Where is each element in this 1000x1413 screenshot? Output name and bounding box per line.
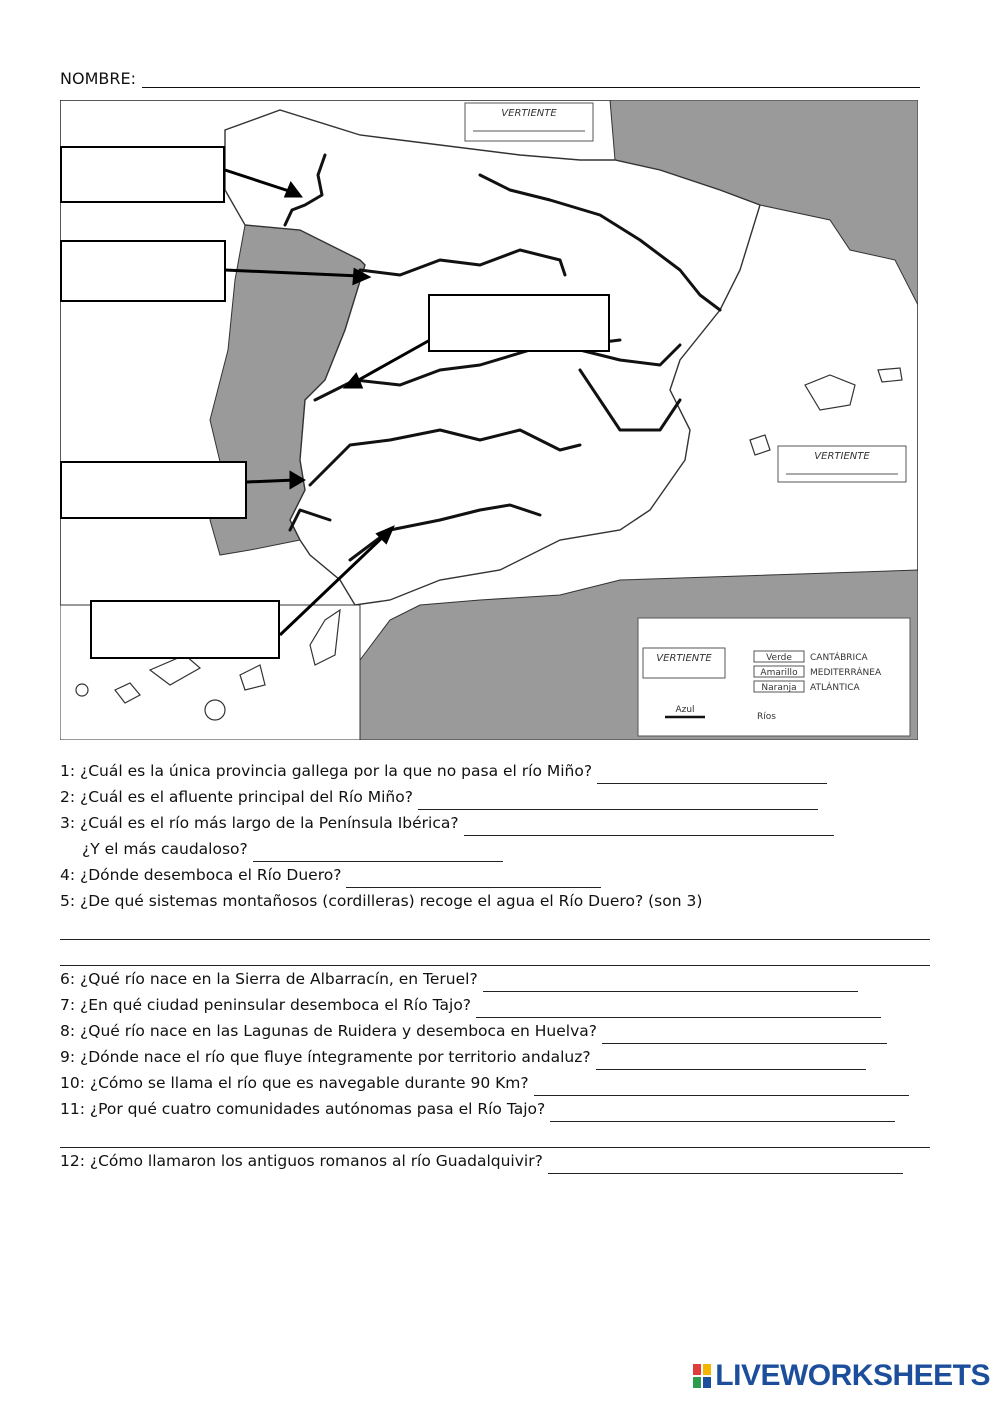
- answer-line[interactable]: [534, 1076, 909, 1096]
- answer-input-1[interactable]: [62, 148, 223, 201]
- answer-line[interactable]: [596, 1050, 866, 1070]
- question-8: [60, 1018, 940, 1044]
- name-label: NOMBRE:: [60, 69, 136, 88]
- question-text: 11: ¿Por qué cuatro comunidades autónomas pasa el Río Tajo?: [60, 1100, 546, 1118]
- liveworksheets-logo: [693, 1359, 990, 1393]
- logo-icon: [693, 1364, 711, 1388]
- question-2: [60, 784, 940, 810]
- answer-box-2[interactable]: [60, 240, 226, 302]
- vertiente-label-right: VERTIENTE: [814, 451, 870, 462]
- legend-color-3: Naranja: [761, 683, 797, 693]
- question-text: 6: ¿Qué río nace en la Sierra de Albarracín, en Teruel?: [60, 970, 478, 988]
- question-3b: [60, 836, 940, 862]
- legend-region-3: ATLÁNTICA: [810, 683, 860, 693]
- question-text: 10: ¿Cómo se llama el río que es navegable durante 90 Km?: [60, 1074, 529, 1092]
- answer-line[interactable]: [483, 972, 858, 992]
- answer-line[interactable]: [418, 790, 818, 810]
- question-5: [60, 888, 940, 914]
- question-text: 3: ¿Cuál es el río más largo de la Península Ibérica?: [60, 814, 459, 832]
- answer-line[interactable]: [464, 816, 834, 836]
- question-text: 9: ¿Dónde nace el río que fluye íntegramente por territorio andaluz?: [60, 1048, 591, 1066]
- question-11: [60, 1096, 940, 1122]
- vertiente-label-top: VERTIENTE: [501, 108, 557, 119]
- answer-line[interactable]: [602, 1024, 887, 1044]
- answer-input-5[interactable]: [92, 602, 278, 657]
- legend-color-1: Verde: [766, 653, 792, 663]
- question-12: [60, 1148, 940, 1174]
- answer-line[interactable]: [253, 842, 503, 862]
- question-7: [60, 992, 940, 1018]
- question-text: 2: ¿Cuál es el afluente principal del Río Miño?: [60, 788, 413, 806]
- question-text: 5: ¿De qué sistemas montañosos (cordilleras) recoge el agua el Río Duero? (son 3): [60, 892, 703, 910]
- answer-input-4[interactable]: [62, 463, 245, 517]
- legend-region-1: CANTÁBRICA: [810, 653, 868, 663]
- question-10: [60, 1070, 940, 1096]
- answer-line[interactable]: [346, 868, 601, 888]
- answer-box-5[interactable]: [90, 600, 280, 659]
- answer-line[interactable]: [550, 1102, 895, 1122]
- menorca: [878, 368, 902, 382]
- answer-line-5b[interactable]: [60, 940, 930, 966]
- answer-line[interactable]: [597, 764, 827, 784]
- question-text: 7: ¿En qué ciudad peninsular desemboca el Río Tajo?: [60, 996, 472, 1014]
- legend-rivers-color: Azul: [675, 705, 695, 715]
- answer-box-3[interactable]: [428, 294, 610, 352]
- question-text: 12: ¿Cómo llamaron los antiguos romanos al río Guadalquivir?: [60, 1152, 543, 1170]
- question-4: [60, 862, 940, 888]
- answer-line-5a[interactable]: [60, 914, 930, 940]
- legend-title: VERTIENTE: [656, 653, 712, 664]
- brand-name: LIVEWORKSHEETS: [715, 1359, 990, 1392]
- answer-box-1[interactable]: [60, 146, 225, 203]
- legend-rivers-label: Ríos: [757, 712, 776, 722]
- question-9: [60, 1044, 940, 1070]
- question-1: [60, 758, 940, 784]
- answer-input-3[interactable]: [430, 296, 608, 350]
- answer-line[interactable]: [476, 998, 881, 1018]
- question-text: ¿Y el más caudaloso?: [82, 840, 248, 858]
- question-text: 8: ¿Qué río nace en las Lagunas de Ruidera y desemboca en Huelva?: [60, 1022, 597, 1040]
- question-6: [60, 966, 940, 992]
- name-line: [60, 62, 920, 88]
- name-field[interactable]: [142, 69, 920, 88]
- answer-input-2[interactable]: [62, 242, 224, 300]
- map-figure: [60, 100, 918, 740]
- questions-list: [60, 758, 940, 1174]
- legend-color-2: Amarillo: [760, 668, 798, 678]
- answer-line[interactable]: [548, 1154, 903, 1174]
- answer-line-11b[interactable]: [60, 1122, 930, 1148]
- legend-region-2: MEDITERRÁNEA: [810, 668, 882, 678]
- question-text: 4: ¿Dónde desemboca el Río Duero?: [60, 866, 342, 884]
- answer-box-4[interactable]: [60, 461, 247, 519]
- question-3: [60, 810, 940, 836]
- question-text: 1: ¿Cuál es la única provincia gallega por la que no pasa el río Miño?: [60, 762, 593, 780]
